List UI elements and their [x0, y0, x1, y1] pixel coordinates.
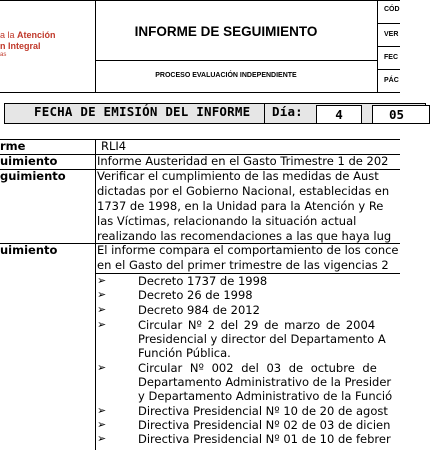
list-item: Circular Nº 002 del 03 de octubre de: [138, 361, 377, 375]
objective-line: 1737 de 1998, en la Unidad para la Atención y Re: [97, 199, 384, 213]
arrow-bullet-icon: ➢: [97, 418, 107, 431]
day-value-field: 4: [316, 105, 362, 124]
meta-date: FEC: [384, 54, 398, 61]
report-code-value: RLI4: [101, 139, 127, 153]
list-item: Decreto 1737 de 1998: [138, 274, 268, 288]
meta-code: CÓD: [384, 6, 400, 13]
arrow-bullet-icon: ➢: [97, 432, 107, 445]
list-item-cont: Función Pública.: [138, 346, 231, 360]
list-item: Directiva Presidencial Nº 10 de 20 de agost: [138, 404, 388, 418]
objective-line: dictadas por el Gobierno Nacional, establecidas en: [97, 184, 390, 198]
meta-version: VER: [384, 31, 399, 38]
report-code-label: rme: [0, 139, 26, 153]
process-name: PROCESO EVALUACIÓN INDEPENDIENTE: [155, 72, 297, 79]
scope-line: en el Gasto del primer trimestre de las vigencias 2: [97, 258, 389, 272]
arrow-bullet-icon: ➢: [97, 318, 107, 331]
document-title: INFORME DE SEGUIMIENTO: [134, 24, 318, 39]
logo-line-2: n Integral: [0, 41, 41, 51]
scope-label: uimiento: [0, 243, 58, 257]
logo-line-3: as: [0, 52, 7, 58]
arrow-bullet-icon: ➢: [97, 404, 107, 417]
list-item-cont: y Departamento Administrativo de la Funció: [138, 389, 393, 403]
list-item: Directiva Presidencial Nº 01 de 10 de febrer: [138, 432, 391, 446]
report-name-label: uimiento: [0, 154, 58, 168]
logo-line-1: a la Atención: [0, 30, 56, 40]
list-item-cont: Presidencial y director del Departamento A: [138, 332, 386, 346]
report-name-value: Informe Austeridad en el Gasto Trimestre 1 de 202: [97, 154, 389, 168]
arrow-bullet-icon: ➢: [97, 274, 107, 287]
objective-line: las Víctimas, relacionando la situación actual: [97, 214, 357, 228]
day-label: Día:: [272, 104, 303, 119]
issue-date-label: FECHA DE EMISIÓN DEL INFORME: [34, 104, 251, 119]
arrow-bullet-icon: ➢: [97, 303, 107, 316]
objective-label: guimiento: [0, 169, 66, 183]
month-value-field: 05: [372, 105, 430, 124]
list-item: Decreto 984 de 2012: [138, 303, 260, 317]
objective-line: realizando las recomendaciones a las que haya lug: [97, 229, 392, 243]
arrow-bullet-icon: ➢: [97, 288, 107, 301]
list-item: Circular Nº 2 del 29 de marzo de 2004: [138, 318, 376, 332]
list-item: Directiva Presidencial Nº 02 de 03 de dicien: [138, 418, 391, 432]
arrow-bullet-icon: ➢: [97, 361, 107, 374]
list-item-cont: Departamento Administrativo de la Presider: [138, 375, 392, 389]
scope-line: El informe compara el comportamiento de los conce: [97, 243, 399, 257]
meta-page: PÁC: [384, 77, 399, 84]
separator: [264, 103, 265, 124]
list-item: Decreto 26 de 1998: [138, 288, 253, 302]
objective-line: Verificar el cumplimiento de las medidas de Aust: [97, 169, 379, 183]
